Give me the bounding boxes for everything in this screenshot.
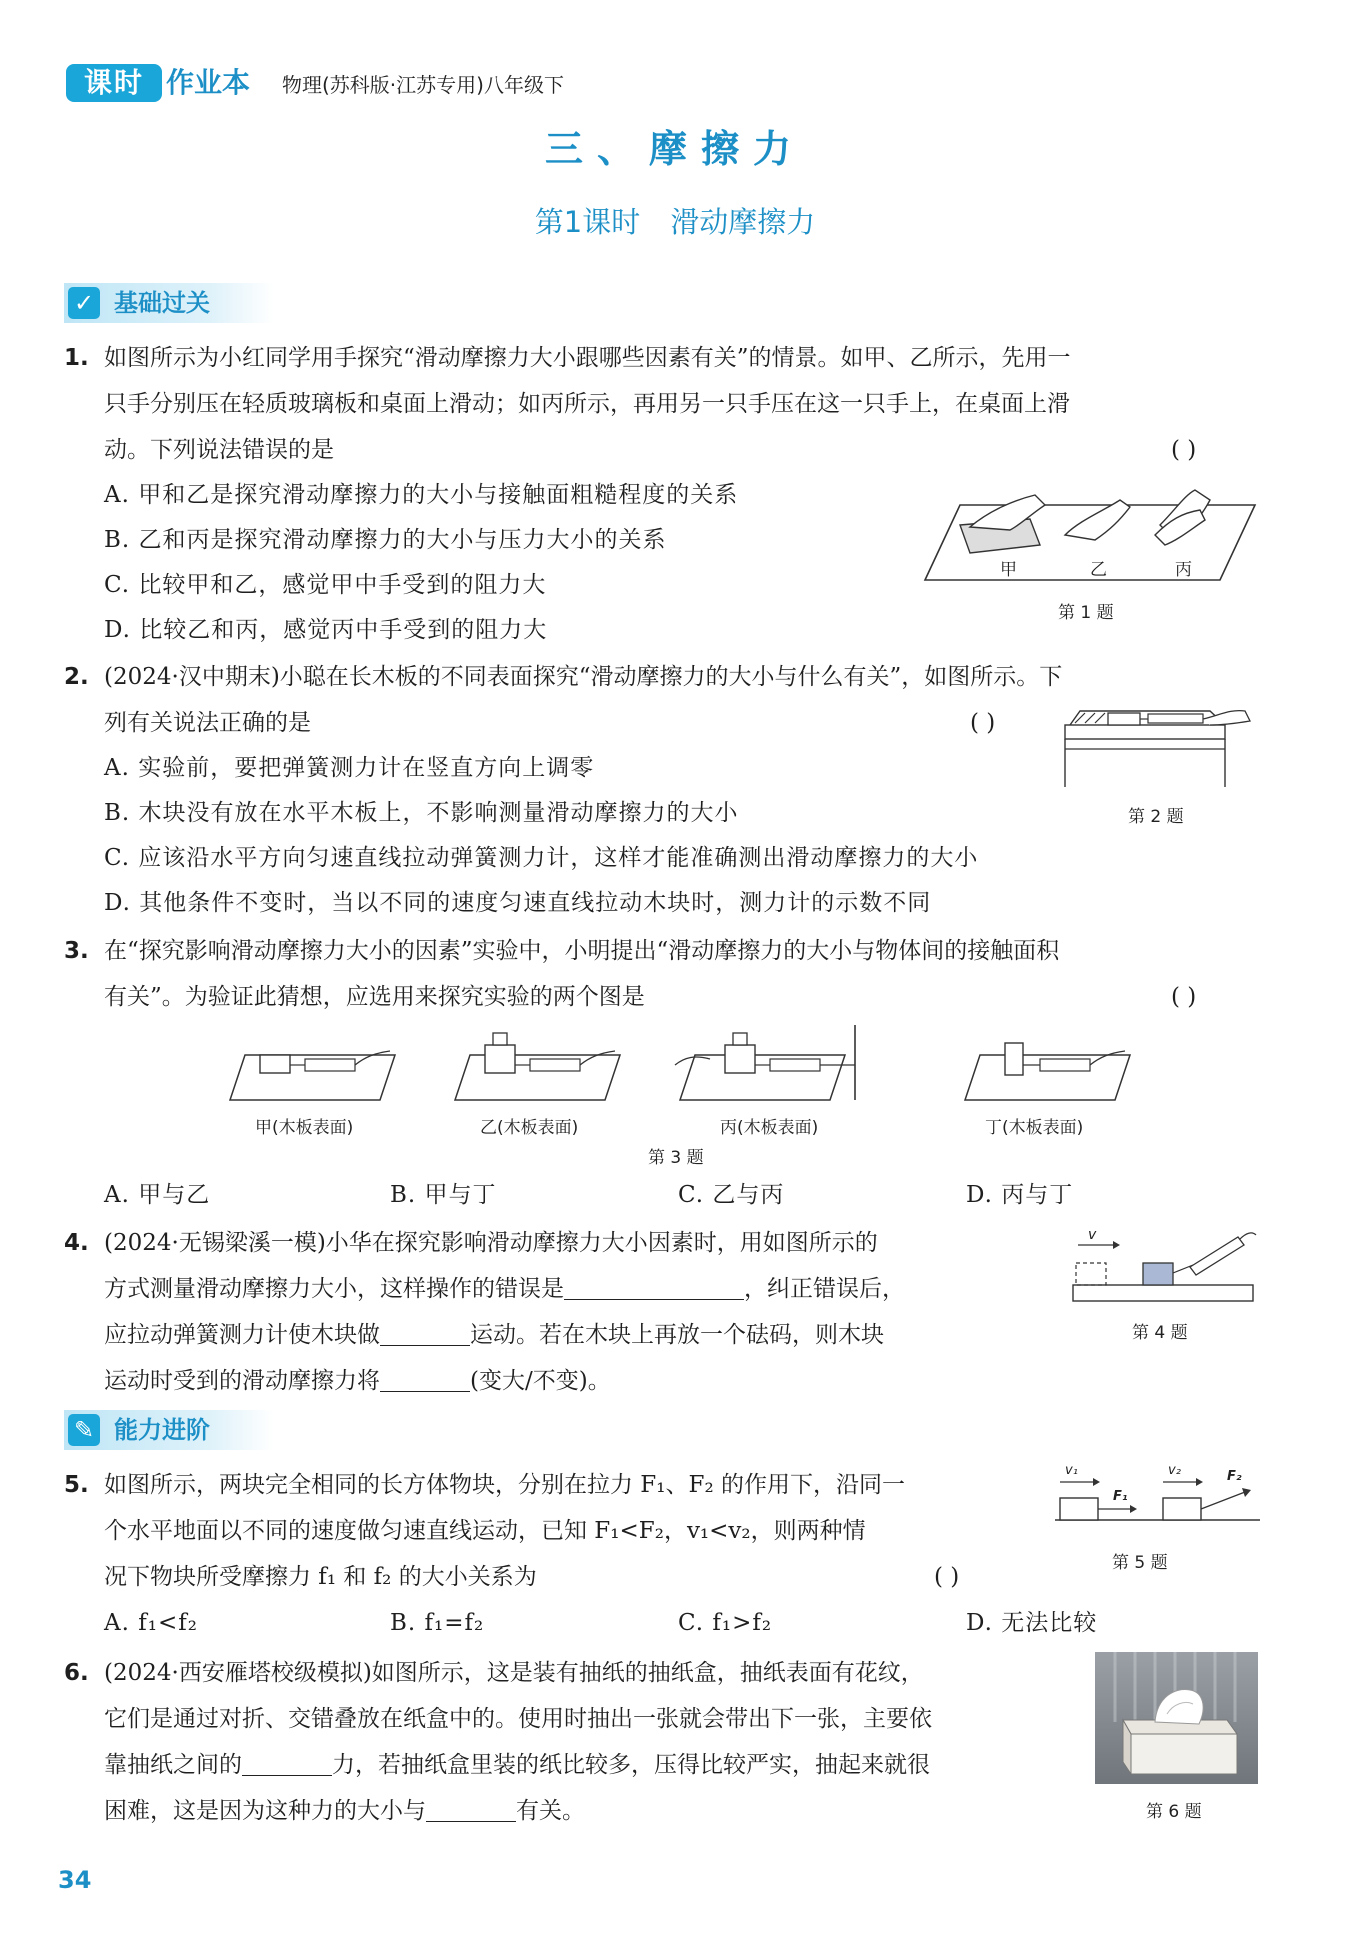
question-stem	[104, 335, 1259, 473]
stem-line: (2024·汉中期末)小聪在长木板的不同表面探究“滑动摩擦力的大小与什么有关”，如图所示。下	[104, 664, 1063, 690]
stem-line: 如图所示为小红同学用手探究“滑动摩擦力大小跟哪些因素有关”的情景。如甲、乙所示，先用一	[104, 345, 1071, 371]
stem-text: 力，若抽纸盒里装的纸比较多，压得比较严实，抽起来就很	[332, 1752, 930, 1778]
figure-label: 乙(木板表面)	[480, 1118, 579, 1138]
answer-blank-2[interactable]	[426, 1793, 516, 1822]
figure-label: 甲(木板表面)	[255, 1118, 354, 1138]
option-d: D. 其他条件不变时，当以不同的速度匀速直线拉动木块时，测力计的示数不同	[104, 890, 932, 916]
stem-text: 运动时受到的滑动摩擦力将	[104, 1368, 380, 1394]
question-number: 2.	[64, 664, 89, 690]
v1-label: v₁	[1065, 1463, 1078, 1478]
stem-line: 有关”。为验证此猜想，应选用来探究实验的两个图是	[104, 984, 645, 1010]
stem-text: 靠抽纸之间的	[104, 1752, 242, 1778]
figure-5-blocks	[1055, 1460, 1260, 1535]
question-stem	[104, 1220, 1064, 1404]
page-number: 34	[58, 1866, 92, 1894]
answer-paren: ( )	[970, 710, 996, 736]
check-icon: ✓	[68, 287, 100, 319]
stem-line	[104, 1358, 1064, 1404]
stem-line	[104, 1742, 1104, 1788]
stem-text: 运动。若在木块上再放一个砝码，则木块	[470, 1322, 884, 1348]
section-advanced-label: 能力进阶	[114, 1416, 210, 1444]
stem-text: (变大/不变)。	[470, 1368, 611, 1394]
figure-caption: 第 2 题	[1128, 807, 1184, 827]
option-d: D. 无法比较	[966, 1610, 1098, 1636]
lesson-name: 滑动摩擦力	[670, 205, 816, 239]
option-b: B. 乙和丙是探究滑动摩擦力的大小与压力大小的关系	[104, 527, 667, 553]
option-c: C. 应该沿水平方向匀速直线拉动弹簧测力计，这样才能准确测出滑动摩擦力的大小	[104, 845, 979, 871]
question-number: 6.	[64, 1660, 89, 1686]
setup-bing	[675, 1025, 855, 1138]
option-c: C. 乙与丙	[678, 1182, 785, 1208]
answer-blank-2[interactable]	[380, 1317, 470, 1346]
question-stem	[104, 928, 1259, 1020]
option-c: C. f₁>f₂	[678, 1610, 773, 1636]
stem-line	[104, 1312, 1064, 1358]
stem-line	[104, 1788, 1104, 1834]
stem-line: (2024·无锡梁溪一模)小华在探究影响滑动摩擦力大小因素时，用如图所示的	[104, 1230, 878, 1256]
figure-4-pull	[1068, 1225, 1258, 1305]
answer-blank-3[interactable]	[380, 1363, 470, 1392]
question-5	[64, 1462, 1064, 1600]
figure-caption: 第 1 题	[1058, 603, 1114, 623]
answer-paren: ( )	[1171, 984, 1197, 1010]
edit-icon: ✎	[68, 1414, 100, 1446]
figure-label: 丁(木板表面)	[985, 1118, 1084, 1138]
question-6	[64, 1650, 1104, 1834]
figure-3-setups	[225, 1025, 1225, 1140]
answer-paren: ( )	[1171, 437, 1197, 463]
velocity-label: v	[1088, 1227, 1097, 1243]
figure-2-board	[1060, 703, 1260, 791]
question-3	[64, 928, 1259, 1020]
answer-blank-1[interactable]	[564, 1271, 744, 1300]
stem-text: 应拉动弹簧测力计使木块做	[104, 1322, 380, 1348]
setup-yi	[455, 1033, 620, 1138]
brand-badge: 课时	[66, 64, 162, 102]
stem-line: 动。下列说法错误的是	[104, 437, 334, 463]
question-stem	[104, 1650, 1104, 1834]
figure-caption: 第 4 题	[1132, 1323, 1188, 1343]
option-a: A. 甲和乙是探究滑动摩擦力的大小与接触面粗糙程度的关系	[104, 482, 739, 508]
setup-jia	[230, 1051, 395, 1138]
figure-caption: 第 3 题	[648, 1148, 704, 1168]
lesson-number: 第1课时	[534, 205, 641, 239]
figure-label: 丙	[1175, 560, 1192, 580]
stem-line: 在“探究影响滑动摩擦力大小的因素”实验中，小明提出“滑动摩擦力的大小与物体间的接触面积	[104, 938, 1060, 964]
f1-label: F₁	[1113, 1489, 1128, 1504]
question-4	[64, 1220, 1064, 1404]
brand-name: 作业本	[166, 66, 251, 99]
lesson-title	[0, 200, 1350, 241]
option-c: C. 比较甲和乙，感觉甲中手受到的阻力大	[104, 572, 547, 598]
stem-text: 困难，这是因为这种力的大小与	[104, 1798, 426, 1824]
stem-line: 个水平地面以不同的速度做匀速直线运动，已知 F₁<F₂，v₁<v₂，则两种情	[104, 1518, 866, 1544]
question-number: 4.	[64, 1230, 89, 1256]
answer-blank-1[interactable]	[242, 1747, 332, 1776]
figure-1-hands	[920, 485, 1260, 585]
v2-label: v₂	[1168, 1463, 1181, 1478]
question-number: 3.	[64, 938, 89, 964]
figure-label: 甲	[1000, 560, 1017, 580]
answer-paren: ( )	[934, 1564, 960, 1590]
section-basic	[64, 283, 274, 323]
stem-text: 方式测量滑动摩擦力大小，这样操作的错误是	[104, 1276, 564, 1302]
stem-line: 况下物块所受摩擦力 f₁ 和 f₂ 的大小关系为	[104, 1564, 537, 1590]
figure-6-tissue-box	[1095, 1652, 1258, 1784]
option-a: A. f₁<f₂	[104, 1610, 198, 1636]
section-advanced	[64, 1410, 274, 1450]
setup-ding	[965, 1043, 1130, 1138]
stem-line: 只手分别压在轻质玻璃板和桌面上滑动；如丙所示，再用另一只手压在这一只手上，在桌面上滑	[104, 391, 1070, 417]
figure-label: 丙(木板表面)	[720, 1118, 819, 1138]
option-b: B. f₁=f₂	[390, 1610, 485, 1636]
figure-caption: 第 5 题	[1112, 1553, 1168, 1573]
option-b: B. 木块没有放在水平木板上，不影响测量滑动摩擦力的大小	[104, 800, 739, 826]
option-a: A. 实验前，要把弹簧测力计在竖直方向上调零	[104, 755, 595, 781]
question-number: 1.	[64, 345, 89, 371]
option-d: D. 比较乙和丙，感觉丙中手受到的阻力大	[104, 617, 548, 643]
option-a: A. 甲与乙	[104, 1182, 211, 1208]
option-d: D. 丙与丁	[966, 1182, 1074, 1208]
stem-line: 如图所示，两块完全相同的长方体物块，分别在拉力 F₁、F₂ 的作用下，沿同一	[104, 1472, 905, 1498]
figure-label: 乙	[1090, 560, 1107, 580]
book-info: 物理(苏科版·江苏专用)八年级下	[282, 73, 564, 97]
stem-line	[104, 1266, 1064, 1312]
figure-caption: 第 6 题	[1146, 1802, 1202, 1822]
section-basic-label: 基础过关	[114, 289, 210, 317]
question-number: 5.	[64, 1472, 89, 1498]
stem-text: ，纠正错误后，	[744, 1276, 905, 1302]
chapter-title: 三、摩擦力	[544, 127, 805, 171]
f2-label: F₂	[1227, 1469, 1242, 1484]
question-stem	[104, 1462, 1064, 1600]
stem-line: (2024·西安雁塔校级模拟)如图所示，这是装有抽纸的抽纸盒，抽纸表面有花纹，	[104, 1660, 924, 1686]
option-b: B. 甲与丁	[390, 1182, 497, 1208]
stem-text: 有关。	[516, 1798, 585, 1824]
stem-line: 它们是通过对折、交错叠放在纸盒中的。使用时抽出一张就会带出下一张，主要依	[104, 1706, 932, 1732]
stem-line: 列有关说法正确的是	[104, 710, 311, 736]
